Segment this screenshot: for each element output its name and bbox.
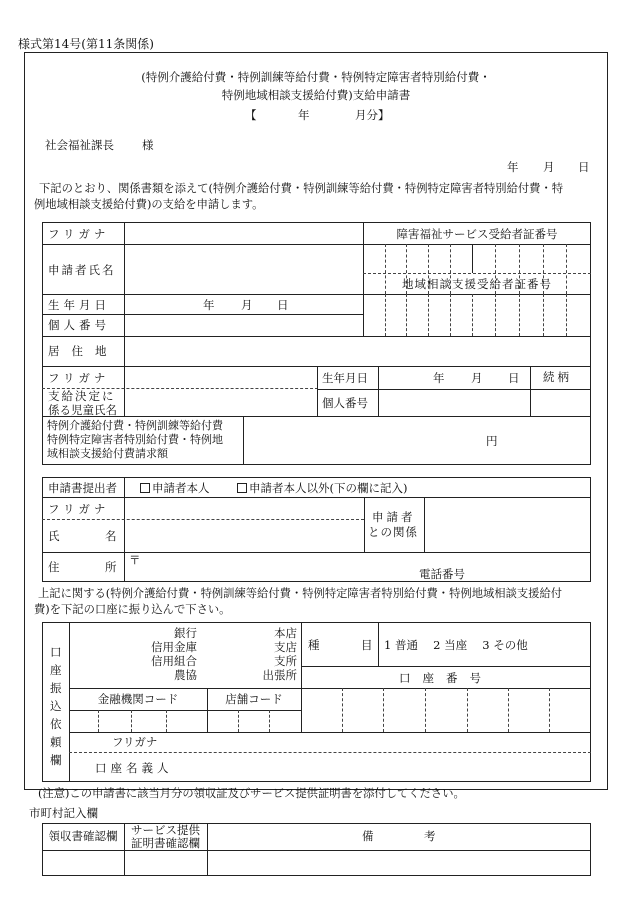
receipt-check-label: 領収書確認欄	[48, 829, 118, 843]
submitter-phone-label: 電話番号	[419, 567, 465, 581]
branch-type-shisho[interactable]: 支所	[274, 654, 297, 668]
claim-label-line2: 特例特定障害者特別給付費・特例地	[47, 433, 223, 446]
application-date-month[interactable]: 月	[543, 160, 555, 174]
submitter-address-label-a: 住	[48, 560, 60, 574]
submitter-furigana-label: フリガナ	[48, 502, 110, 516]
postal-mark: 〒	[129, 553, 141, 567]
checkbox-icon	[237, 483, 247, 493]
submitter-relation-label-line1: 申請者	[372, 510, 416, 524]
applicant-furigana-label: フリガナ	[48, 227, 110, 241]
child-birth-day[interactable]: 日	[508, 371, 520, 385]
transfer-text-line2: 費)を下記の口座に振り込んで下さい。	[34, 603, 231, 616]
submitter-address-label-b: 所	[105, 560, 117, 574]
remarks-input[interactable]	[210, 853, 588, 873]
account-type-options[interactable]: 1 普通 2 当座 3 その他	[384, 638, 528, 652]
child-birth-year[interactable]: 年	[433, 371, 445, 385]
child-birth-label: 生年月日	[322, 371, 368, 385]
bank-side-label-5: 依	[50, 717, 62, 731]
child-birth-month[interactable]: 月	[471, 371, 483, 385]
service-cert-label-line2: 証明書確認欄	[131, 836, 200, 850]
institution-type-nokyo[interactable]: 農協	[174, 668, 197, 682]
child-label-line2: 係る児童氏名	[48, 403, 117, 417]
submitter-name-input[interactable]	[126, 521, 361, 550]
claim-amount-input[interactable]	[246, 420, 476, 460]
bank-side-label-3: 振	[50, 681, 62, 695]
account-holder-label: 口座名義人	[95, 761, 173, 775]
branch-code-label: 店舗コード	[225, 692, 283, 706]
regional-cert-label: 地域相談支援受給者証番号	[402, 277, 552, 291]
bank-side-label-1: 口	[50, 645, 62, 659]
application-date-year[interactable]: 年	[507, 160, 519, 174]
child-name-input[interactable]	[126, 391, 314, 413]
branch-type-branch[interactable]: 支店	[274, 640, 297, 654]
submitter-relation-input[interactable]	[427, 500, 588, 550]
bank-code-label: 金融機関コード	[97, 692, 179, 706]
applicant-furigana-input[interactable]	[126, 226, 360, 242]
submitter-relation-label-line2: との関係	[368, 525, 418, 539]
applicant-personal-number-label: 個人番号	[48, 318, 110, 332]
checkbox-icon	[140, 483, 150, 493]
service-cert-label-line1: サービス提供	[131, 823, 200, 837]
submitter-name-label-a: 氏	[48, 529, 60, 543]
submitter-name-label-b: 名	[105, 529, 117, 543]
applicant-name-input[interactable]	[126, 248, 360, 290]
addressee: 社会福祉課長	[45, 138, 114, 152]
submitter-other-text: 申請者本人以外(下の欄に記入)	[249, 481, 408, 495]
period-open-bracket: 【	[245, 108, 257, 122]
claim-label-line3: 域相談支援給付費請求額	[47, 447, 168, 460]
bank-name-input[interactable]	[72, 626, 150, 684]
period-year-field[interactable]: 年	[298, 108, 310, 122]
account-number-label: 口座番号	[399, 671, 493, 685]
branch-type-office[interactable]: 出張所	[262, 668, 297, 682]
intro-text-line2: 例地域相談支援給付費)の支給を申請します。	[34, 198, 264, 211]
applicant-address-label: 居住地	[48, 344, 119, 358]
account-furigana-label: フリガナ	[112, 735, 158, 749]
account-holder-input[interactable]	[205, 755, 588, 779]
institution-type-bank[interactable]: 銀行	[174, 626, 197, 640]
bank-side-label-2: 座	[50, 663, 62, 677]
remarks-label-a: 備	[362, 829, 374, 843]
applicant-birth-year[interactable]: 年	[203, 298, 215, 312]
applicant-personal-number-input[interactable]	[126, 316, 360, 334]
bank-side-label-6: 頼	[50, 735, 62, 749]
bank-side-label-7: 欄	[50, 753, 62, 767]
account-type-label-b: 目	[361, 638, 373, 652]
institution-type-shinkin[interactable]: 信用金庫	[151, 640, 197, 654]
submitter-self-checkbox[interactable]	[140, 481, 210, 495]
period-month-field[interactable]: 月分】	[355, 108, 390, 122]
submitter-other-checkbox[interactable]	[237, 481, 407, 495]
remarks-label-b: 考	[424, 829, 436, 843]
applicant-birth-label: 生年月日	[48, 298, 110, 312]
account-furigana-input[interactable]	[205, 735, 588, 750]
intro-text-line1: 下記のとおり、関係書類を添えて(特例介護給付費・特例訓練等給付費・特例特定障害者特別給付費・特	[39, 182, 564, 195]
applicant-birth-day[interactable]: 日	[277, 298, 289, 312]
applicant-address-input[interactable]	[126, 339, 588, 364]
child-label-line1: 支給決定に	[48, 389, 116, 403]
form-number: 様式第14号(第11条関係)	[18, 37, 154, 51]
receipt-check-input[interactable]	[45, 853, 121, 873]
child-personal-number-label: 個人番号	[322, 396, 368, 410]
addressee-honorific: 様	[142, 138, 154, 152]
welfare-cert-label: 障害福祉サービス受給者証番号	[396, 227, 558, 241]
city-section-label: 市町村記入欄	[29, 806, 98, 820]
institution-type-kumiai[interactable]: 信用組合	[151, 654, 197, 668]
bank-side-label-4: 込	[50, 699, 62, 713]
child-furigana-label: フリガナ	[48, 371, 110, 385]
account-type-label-a: 種	[308, 638, 320, 652]
attachment-note: (注意)この申請書に該当月分の領収証及びサービス提供証明書を添付してください。	[38, 787, 465, 800]
child-relation-label: 続柄	[543, 370, 572, 384]
applicant-birth-month[interactable]: 月	[241, 298, 253, 312]
form-title-line2: 特例地域相談支援給付費)支給申請書	[221, 88, 411, 102]
applicant-name-label: 申請者氏名	[48, 263, 116, 277]
claim-label-line1: 特例介護給付費・特例訓練等給付費	[47, 419, 223, 432]
submitter-self-text: 申請者本人	[152, 481, 210, 495]
submitter-label: 申請書提出者	[48, 481, 117, 495]
submitter-address-input[interactable]	[142, 555, 412, 579]
application-date-day[interactable]: 日	[578, 160, 590, 174]
service-cert-check-input[interactable]	[127, 853, 204, 873]
child-personal-number-input[interactable]	[381, 391, 527, 414]
branch-type-main[interactable]: 本店	[274, 626, 297, 640]
submitter-furigana-input[interactable]	[126, 500, 361, 517]
claim-yen-unit: 円	[486, 434, 498, 448]
form-title-line1: (特例介護給付費・特例訓練等給付費・特例特定障害者特別給付費・	[141, 70, 491, 84]
transfer-text-line1: 上記に関する(特例介護給付費・特例訓練等給付費・特例特定障害者特別給付費・特例地域相談支援給付	[38, 587, 563, 600]
